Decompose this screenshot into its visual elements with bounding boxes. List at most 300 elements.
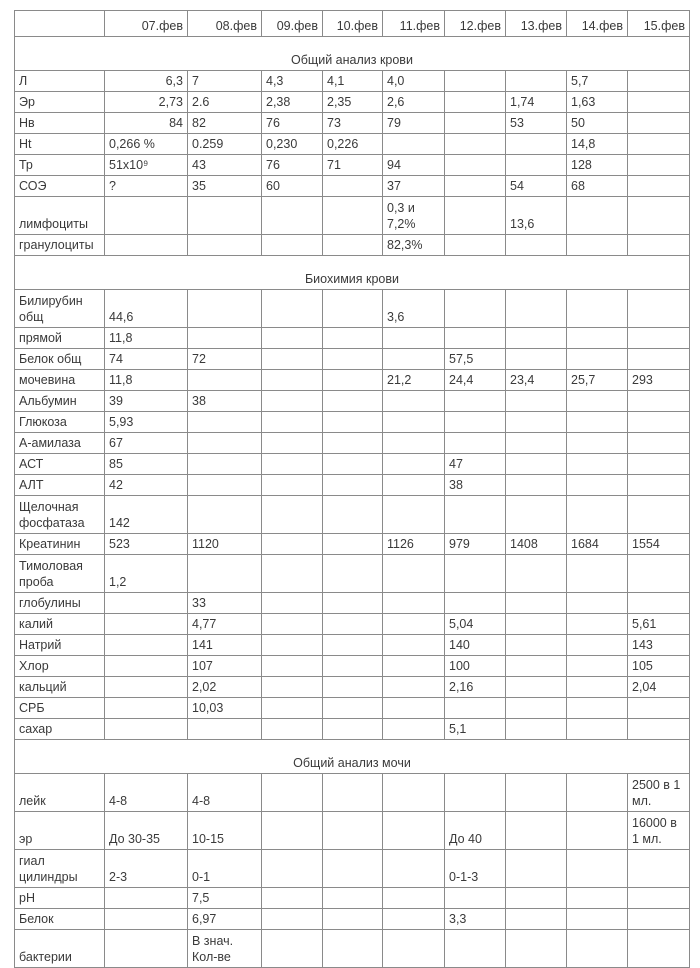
value-cell: 47 [445, 454, 506, 475]
value-cell [445, 698, 506, 719]
value-cell [323, 635, 383, 656]
value-cell [323, 433, 383, 454]
value-cell [567, 412, 628, 433]
value-cell: 105 [628, 656, 690, 677]
value-cell: 5,61 [628, 614, 690, 635]
value-cell: 6,3 [105, 71, 188, 92]
value-cell: 13,6 [506, 197, 567, 235]
table-row [15, 496, 690, 534]
value-cell [323, 412, 383, 433]
value-cell [506, 555, 567, 593]
value-cell [628, 113, 690, 134]
value-cell [323, 593, 383, 614]
value-cell: 7 [188, 71, 262, 92]
value-cell [506, 454, 567, 475]
value-cell: 73 [323, 113, 383, 134]
value-cell: 67 [105, 433, 188, 454]
value-cell [506, 888, 567, 909]
value-cell [323, 719, 383, 740]
value-cell [506, 656, 567, 677]
value-cell [628, 454, 690, 475]
value-cell [262, 812, 323, 850]
value-cell: 0-1 [188, 850, 262, 888]
section-title: Биохимия крови [15, 256, 690, 290]
row-label: Натрий [15, 635, 105, 656]
value-cell [445, 888, 506, 909]
table-row [15, 433, 690, 454]
value-cell: 82,3% [383, 235, 445, 256]
value-cell [262, 909, 323, 930]
value-cell: 39 [105, 391, 188, 412]
table-row [15, 197, 690, 235]
value-cell: 50 [567, 113, 628, 134]
section-row [15, 740, 690, 774]
value-cell: 16000 в 1 мл. [628, 812, 690, 850]
row-label: Креатинин [15, 534, 105, 555]
value-cell [445, 235, 506, 256]
value-cell [567, 290, 628, 328]
value-cell: 1408 [506, 534, 567, 555]
value-cell: 38 [188, 391, 262, 412]
value-cell: 2-3 [105, 850, 188, 888]
value-cell [262, 593, 323, 614]
value-cell [323, 235, 383, 256]
value-cell [323, 475, 383, 496]
value-cell [383, 475, 445, 496]
value-cell [188, 433, 262, 454]
value-cell [445, 197, 506, 235]
value-cell [628, 593, 690, 614]
value-cell [383, 555, 445, 593]
value-cell: 5,1 [445, 719, 506, 740]
value-cell [567, 235, 628, 256]
value-cell: ? [105, 176, 188, 197]
value-cell [567, 475, 628, 496]
value-cell [445, 290, 506, 328]
value-cell [188, 475, 262, 496]
value-cell [105, 677, 188, 698]
value-cell: 94 [383, 155, 445, 176]
row-label: кальций [15, 677, 105, 698]
value-cell [506, 134, 567, 155]
value-cell [383, 593, 445, 614]
value-cell [188, 454, 262, 475]
value-cell: 85 [105, 454, 188, 475]
row-label: Нв [15, 113, 105, 134]
date-header: 10.фев [323, 11, 383, 37]
value-cell [323, 534, 383, 555]
value-cell: 1126 [383, 534, 445, 555]
table-row [15, 909, 690, 930]
header-row [15, 11, 690, 37]
row-label: лейк [15, 774, 105, 812]
value-cell: 33 [188, 593, 262, 614]
value-cell [105, 235, 188, 256]
value-cell [506, 391, 567, 412]
row-label: Тр [15, 155, 105, 176]
value-cell [506, 614, 567, 635]
value-cell: В знач. Кол-ве [188, 930, 262, 968]
value-cell [567, 555, 628, 593]
value-cell [262, 930, 323, 968]
value-cell [105, 698, 188, 719]
row-label: Эр [15, 92, 105, 113]
value-cell [506, 719, 567, 740]
value-cell: 2,16 [445, 677, 506, 698]
value-cell: 4-8 [188, 774, 262, 812]
value-cell [323, 370, 383, 391]
value-cell: 24,4 [445, 370, 506, 391]
value-cell [262, 197, 323, 235]
value-cell [628, 349, 690, 370]
value-cell [506, 677, 567, 698]
value-cell: 4-8 [105, 774, 188, 812]
value-cell [262, 412, 323, 433]
value-cell [445, 774, 506, 812]
value-cell [383, 328, 445, 349]
value-cell [105, 197, 188, 235]
value-cell [262, 698, 323, 719]
value-cell [383, 349, 445, 370]
value-cell: 0,266 % [105, 134, 188, 155]
value-cell [323, 812, 383, 850]
value-cell [262, 677, 323, 698]
row-label: сахар [15, 719, 105, 740]
value-cell: 100 [445, 656, 506, 677]
section-title: Общий анализ крови [15, 37, 690, 71]
value-cell [567, 496, 628, 534]
value-cell [445, 328, 506, 349]
value-cell [262, 475, 323, 496]
date-header: 12.фев [445, 11, 506, 37]
value-cell [506, 349, 567, 370]
value-cell: 54 [506, 176, 567, 197]
date-header: 07.фев [105, 11, 188, 37]
value-cell: 2.6 [188, 92, 262, 113]
value-cell: 979 [445, 534, 506, 555]
value-cell: 2,38 [262, 92, 323, 113]
value-cell [383, 496, 445, 534]
date-header: 15.фев [628, 11, 690, 37]
value-cell [506, 155, 567, 176]
value-cell [567, 656, 628, 677]
value-cell: 0,230 [262, 134, 323, 155]
row-label: мочевина [15, 370, 105, 391]
table-row [15, 719, 690, 740]
value-cell [188, 370, 262, 391]
value-cell [506, 290, 567, 328]
value-cell [628, 555, 690, 593]
value-cell: 4,77 [188, 614, 262, 635]
date-header: 11.фев [383, 11, 445, 37]
value-cell [628, 930, 690, 968]
value-cell [383, 677, 445, 698]
value-cell [262, 349, 323, 370]
value-cell [262, 290, 323, 328]
value-cell [262, 774, 323, 812]
value-cell: 2,35 [323, 92, 383, 113]
row-label: Ht [15, 134, 105, 155]
value-cell [628, 391, 690, 412]
value-cell [262, 555, 323, 593]
table-row [15, 134, 690, 155]
value-cell [506, 698, 567, 719]
value-cell [188, 496, 262, 534]
value-cell [323, 349, 383, 370]
value-cell [445, 433, 506, 454]
row-label: Билирубин общ [15, 290, 105, 328]
value-cell: 57,5 [445, 349, 506, 370]
value-cell [323, 698, 383, 719]
value-cell [383, 698, 445, 719]
row-label: лимфоциты [15, 197, 105, 235]
value-cell: 2,04 [628, 677, 690, 698]
value-cell [383, 412, 445, 433]
value-cell [628, 433, 690, 454]
value-cell: 84 [105, 113, 188, 134]
value-cell [262, 635, 323, 656]
value-cell [567, 197, 628, 235]
value-cell: 2,6 [383, 92, 445, 113]
value-cell [262, 454, 323, 475]
value-cell [445, 92, 506, 113]
value-cell [188, 719, 262, 740]
table-row [15, 176, 690, 197]
value-cell: 71 [323, 155, 383, 176]
value-cell [323, 391, 383, 412]
row-label: гиал цилиндры [15, 850, 105, 888]
value-cell [262, 370, 323, 391]
table-row [15, 412, 690, 433]
value-cell [445, 496, 506, 534]
row-label: Глюкоза [15, 412, 105, 433]
value-cell: 1120 [188, 534, 262, 555]
value-cell [323, 555, 383, 593]
value-cell [383, 719, 445, 740]
table-row [15, 328, 690, 349]
value-cell [383, 635, 445, 656]
value-cell [445, 593, 506, 614]
date-header: 14.фев [567, 11, 628, 37]
value-cell [506, 433, 567, 454]
value-cell [628, 888, 690, 909]
value-cell [383, 433, 445, 454]
value-cell: 107 [188, 656, 262, 677]
row-label: Л [15, 71, 105, 92]
value-cell [506, 235, 567, 256]
row-label: Хлор [15, 656, 105, 677]
row-label: СРБ [15, 698, 105, 719]
value-cell [323, 614, 383, 635]
value-cell [628, 235, 690, 256]
value-cell [383, 656, 445, 677]
value-cell: 1554 [628, 534, 690, 555]
value-cell [628, 290, 690, 328]
value-cell: 140 [445, 635, 506, 656]
table-row [15, 555, 690, 593]
row-label: А-амилаза [15, 433, 105, 454]
value-cell: 21,2 [383, 370, 445, 391]
date-header: 09.фев [262, 11, 323, 37]
value-cell [445, 176, 506, 197]
value-cell [445, 71, 506, 92]
value-cell [628, 698, 690, 719]
value-cell [383, 134, 445, 155]
value-cell: 5,93 [105, 412, 188, 433]
value-cell: 38 [445, 475, 506, 496]
value-cell [323, 677, 383, 698]
table-row [15, 92, 690, 113]
value-cell: 7,5 [188, 888, 262, 909]
value-cell [567, 812, 628, 850]
value-cell [628, 197, 690, 235]
value-cell [262, 433, 323, 454]
value-cell [506, 475, 567, 496]
value-cell [188, 235, 262, 256]
value-cell: 0-1-3 [445, 850, 506, 888]
table-row [15, 677, 690, 698]
table-row [15, 391, 690, 412]
value-cell [323, 930, 383, 968]
value-cell [323, 328, 383, 349]
value-cell: 68 [567, 176, 628, 197]
value-cell [323, 290, 383, 328]
value-cell [323, 197, 383, 235]
value-cell: 43 [188, 155, 262, 176]
value-cell [262, 391, 323, 412]
value-cell [383, 888, 445, 909]
table-row [15, 774, 690, 812]
value-cell [628, 475, 690, 496]
value-cell [323, 454, 383, 475]
row-label: Щелочная фосфатаза [15, 496, 105, 534]
value-cell [262, 235, 323, 256]
value-cell: 0,226 [323, 134, 383, 155]
value-cell: 128 [567, 155, 628, 176]
value-cell [262, 534, 323, 555]
value-cell [628, 496, 690, 534]
value-cell: 0.259 [188, 134, 262, 155]
table-row [15, 155, 690, 176]
value-cell [506, 930, 567, 968]
value-cell [445, 155, 506, 176]
table-row [15, 635, 690, 656]
row-label: Белок общ [15, 349, 105, 370]
date-header: 08.фев [188, 11, 262, 37]
value-cell [506, 909, 567, 930]
value-cell [567, 433, 628, 454]
section-row [15, 37, 690, 71]
value-cell [105, 656, 188, 677]
value-cell [445, 412, 506, 433]
table-row [15, 349, 690, 370]
value-cell: 10-15 [188, 812, 262, 850]
value-cell [567, 635, 628, 656]
value-cell [188, 412, 262, 433]
value-cell: 37 [383, 176, 445, 197]
value-cell: 523 [105, 534, 188, 555]
value-cell: До 40 [445, 812, 506, 850]
value-cell [567, 888, 628, 909]
value-cell [105, 614, 188, 635]
value-cell: 79 [383, 113, 445, 134]
value-cell [506, 328, 567, 349]
value-cell [628, 92, 690, 113]
value-cell [445, 391, 506, 412]
value-cell [506, 635, 567, 656]
value-cell: 35 [188, 176, 262, 197]
value-cell: 3,3 [445, 909, 506, 930]
value-cell [105, 909, 188, 930]
value-cell [567, 328, 628, 349]
value-cell: 76 [262, 113, 323, 134]
row-label: Белок [15, 909, 105, 930]
value-cell: 11,8 [105, 328, 188, 349]
value-cell: До 30-35 [105, 812, 188, 850]
value-cell: 1,63 [567, 92, 628, 113]
value-cell [506, 412, 567, 433]
value-cell: 143 [628, 635, 690, 656]
value-cell [628, 328, 690, 349]
value-cell [628, 412, 690, 433]
value-cell [188, 328, 262, 349]
value-cell [383, 909, 445, 930]
value-cell [567, 593, 628, 614]
value-cell [628, 155, 690, 176]
table-row [15, 454, 690, 475]
value-cell [105, 593, 188, 614]
value-cell [323, 888, 383, 909]
table-row [15, 235, 690, 256]
row-label: эр [15, 812, 105, 850]
value-cell [262, 614, 323, 635]
value-cell: 6,97 [188, 909, 262, 930]
value-cell [323, 909, 383, 930]
value-cell [506, 812, 567, 850]
value-cell [383, 454, 445, 475]
value-cell: 2500 в 1 мл. [628, 774, 690, 812]
value-cell: 14,8 [567, 134, 628, 155]
value-cell: 4,1 [323, 71, 383, 92]
value-cell [567, 719, 628, 740]
value-cell: 76 [262, 155, 323, 176]
value-cell: 44,6 [105, 290, 188, 328]
value-cell: 2,73 [105, 92, 188, 113]
value-cell [445, 930, 506, 968]
value-cell [628, 134, 690, 155]
value-cell [262, 719, 323, 740]
value-cell [262, 496, 323, 534]
row-label: глобулины [15, 593, 105, 614]
row-label: гранулоциты [15, 235, 105, 256]
value-cell [323, 774, 383, 812]
value-cell: 53 [506, 113, 567, 134]
value-cell [188, 555, 262, 593]
value-cell [188, 290, 262, 328]
table-row [15, 930, 690, 968]
table-row [15, 475, 690, 496]
value-cell [383, 812, 445, 850]
row-label: Альбумин [15, 391, 105, 412]
value-cell [506, 774, 567, 812]
value-cell: 74 [105, 349, 188, 370]
row-label: бактерии [15, 930, 105, 968]
value-cell: 142 [105, 496, 188, 534]
lab-results-table [14, 10, 690, 968]
corner-cell [15, 11, 105, 37]
value-cell: 51x10⁹ [105, 155, 188, 176]
value-cell: 4,0 [383, 71, 445, 92]
